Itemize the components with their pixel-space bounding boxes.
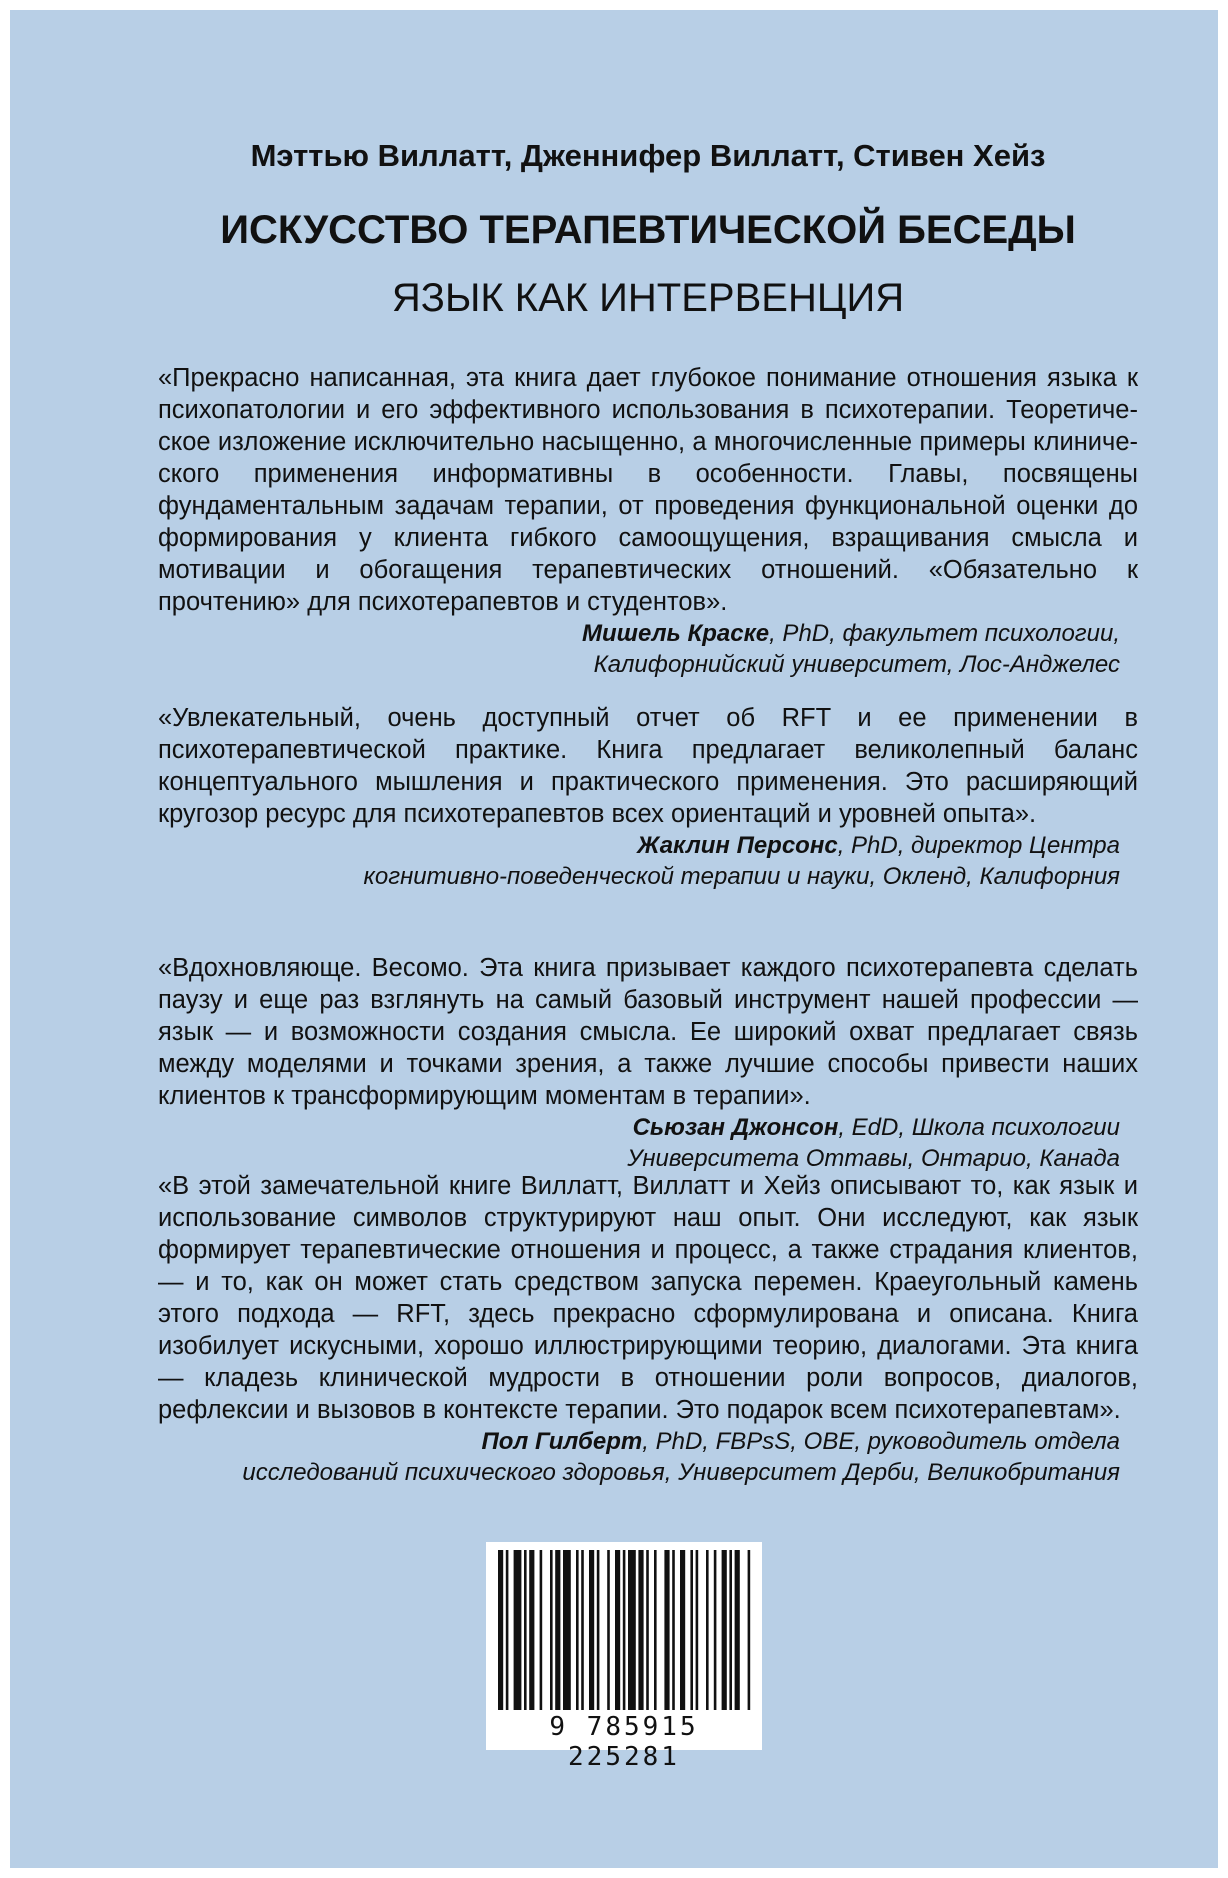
barcode-bar (714, 1550, 717, 1710)
barcode-bar (514, 1550, 522, 1710)
barcode-bar (748, 1550, 751, 1710)
barcode-bar (615, 1550, 620, 1710)
review-2 (158, 702, 1138, 892)
review-3 (158, 952, 1138, 1174)
barcode-bar (529, 1550, 534, 1710)
barcode-bar (638, 1550, 643, 1710)
reviewer-name: Мишель Краске (581, 620, 770, 647)
authors-line: Мэттью Виллатт, Дженнифер Виллатт, Стивен Хейз (250, 138, 1046, 173)
barcode-bar (722, 1550, 727, 1710)
barcode-bar (581, 1550, 584, 1710)
barcode-bar (628, 1550, 636, 1710)
review-quote: «В этой замечательной книге Виллатт, Виллатт и Хейз описывают то, как язык и использование символов структурируют наш опыт. Они исследуют, как язык формирует терапевтические отношения и процесс, а также страдания клиентов, — и то, как он может стать средством запуска перемен. Краеугольный камень этого подхода — RFT, здесь прекрасно сформулирована и описана. Книга изобилует искусными, хорошо иллюстрирующими теорию, диалогами. Эта книга — кладезь клинической мудрости в отношении роли вопросов, диалогов, рефлексии и вызовов в контексте терапии. Это подарок всем психотерапевтам». (158, 1172, 1138, 1424)
reviewer-affiliation: Калифорнийский университет, Лос-Анджелес (593, 651, 1120, 678)
barcode-bar (646, 1550, 649, 1710)
reviewer-affiliation: когнитивно-поведенческой терапии и науки, Окленд, Калифорния (363, 863, 1120, 890)
book-back-cover (10, 10, 1218, 1868)
barcode-bar (690, 1550, 693, 1710)
barcode-bar (623, 1550, 626, 1710)
isbn-barcode (486, 1542, 762, 1772)
review-attribution (158, 1426, 1138, 1457)
review-4 (158, 1170, 1138, 1488)
barcode-bar (597, 1550, 600, 1710)
reviewer-name: Жаклин Персонс (637, 832, 838, 859)
review-attribution (158, 830, 1138, 861)
barcode-bar (680, 1550, 685, 1710)
review-attribution (158, 618, 1138, 649)
reviewer-credentials: , PhD, FBPsS, OBE, руководитель отдела (642, 1428, 1120, 1455)
barcode-bar (555, 1550, 560, 1710)
barcode-bar (664, 1550, 669, 1710)
reviewer-affiliation: Университета Оттавы, Онтарио, Канада (627, 1145, 1120, 1172)
barcode-bar (672, 1550, 675, 1710)
review-attribution (158, 1112, 1138, 1143)
book-title: ИСКУССТВО ТЕРАПЕВТИЧЕСКОЙ БЕСЕДЫ (220, 208, 1076, 252)
barcode-bar (735, 1550, 740, 1710)
reviewer-credentials: , EdD, Школа психологии (838, 1114, 1120, 1141)
barcode-bar (540, 1550, 543, 1710)
barcode-bar (654, 1550, 657, 1710)
reviewer-affiliation: исследований психического здоровья, Университет Дерби, Великобритания (242, 1459, 1120, 1486)
barcode-bar (498, 1550, 503, 1710)
reviewer-name: Сьюзан Джонсон (632, 1114, 839, 1141)
reviewer-name: Пол Гилберт (481, 1428, 643, 1455)
barcode-bars (496, 1550, 752, 1710)
book-subtitle: ЯЗЫК КАК ИНТЕРВЕНЦИЯ (391, 276, 905, 320)
review-quote: «Увлекательный, очень доступный отчет об RFT и ее применении в психотерапевтической практике. Книга предлагает великолепный баланс концептуального мышления и практического применения. Это расширяющий кругозор ресурс для психотерапевтов всех ориентаций и уровней опыта». (158, 704, 1138, 828)
review-quote: «Вдохновляюще. Весомо. Эта книга призывает каждого психотерапевта сделать паузу и еще раз взглянуть на самый базовый инструмент нашей профессии — язык — и возможности создания смысла. Ее широкий охват предлагает связь между моделями и точками зрения, а также лучшие способы привести наших клиентов к трансформирующим моментам в терапии». (158, 954, 1138, 1110)
isbn-number: 9 785915 225281 (549, 1712, 699, 1772)
barcode-bar (563, 1550, 571, 1710)
barcode-bar (706, 1550, 709, 1710)
barcode-bar (550, 1550, 553, 1710)
reviewer-credentials: , PhD, директор Центра (837, 832, 1120, 859)
barcode-bar (589, 1550, 594, 1710)
review-quote: «Прекрасно написанная, эта книга дает глубокое понимание отношения языка к психопатологии и его эффективного использования в психотерапии. Теоретическое изложение исключительно насыщенно, а многочисленные примеры клинического применения информативны в особенности. Главы, посвящены фундаментальным задачам терапии, от проведения функциональной оценки до формирования у клиента гибкого самоощущения, взращивания смысла и мотивации и обогащения терапевтических отношений. «Обязательно к прочтению» для психотерапевтов и студентов». (158, 364, 1138, 616)
barcode-bar (524, 1550, 527, 1710)
barcode-bar (696, 1550, 699, 1710)
barcode-bar (506, 1550, 509, 1710)
barcode-bar (607, 1550, 610, 1710)
review-1 (158, 362, 1138, 680)
reviewer-credentials: , PhD, факультет психологии, (769, 620, 1120, 647)
barcode-bar (576, 1550, 579, 1710)
barcode-bar (729, 1550, 732, 1710)
